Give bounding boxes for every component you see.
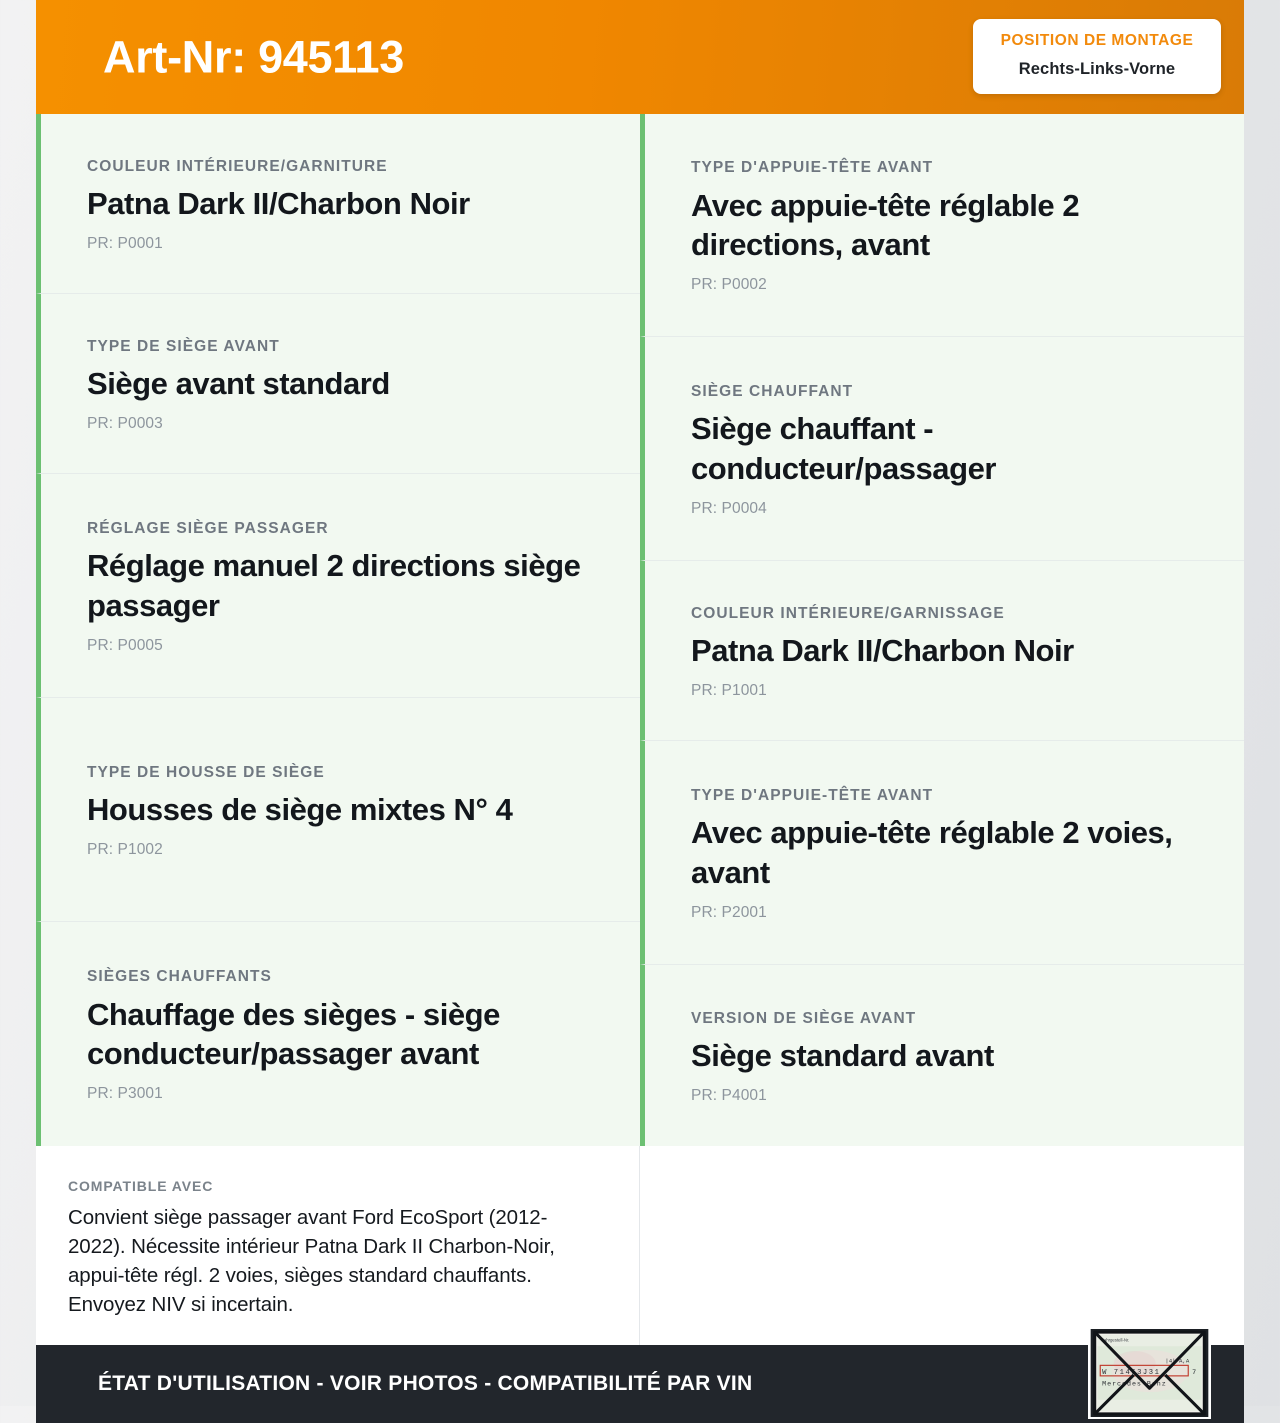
spec-pr-code: PR: P0005 (87, 636, 163, 654)
spec-value: Chauffage des sièges - siège conducteur/passager avant (87, 996, 500, 1072)
compatibility-filler (640, 1146, 1244, 1345)
compatibility-label: COMPATIBLE AVEC (68, 1178, 214, 1194)
spec-label: TYPE DE SIÈGE AVANT (87, 337, 280, 355)
spec-card (640, 561, 1244, 741)
article-header (36, 0, 1244, 114)
spec-grid (36, 114, 1244, 1146)
spec-column-right (640, 114, 1244, 1146)
spec-card (36, 294, 640, 474)
compatibility-card (36, 1146, 640, 1345)
spec-value: Housses de siège mixtes N° 4 (87, 792, 513, 828)
spec-card (36, 922, 640, 1146)
spec-label: TYPE D'APPUIE-TÊTE AVANT (691, 159, 934, 177)
spec-value: Siège standard avant (691, 1038, 994, 1074)
spec-label: COULEUR INTÉRIEURE/GARNITURE (87, 157, 388, 175)
spec-card (36, 698, 640, 922)
spec-pr-code: PR: P0004 (691, 499, 767, 517)
article-sheet (36, 0, 1244, 1406)
spec-value: Siège avant standard (87, 366, 390, 402)
svg-text:Fahrgestell-Nr.: Fahrgestell-Nr. (1101, 1337, 1130, 1343)
compatibility-grid (36, 1146, 1244, 1345)
spec-label: VERSION DE SIÈGE AVANT (691, 1009, 917, 1027)
spec-card (640, 337, 1244, 561)
footer-bar (36, 1337, 1244, 1423)
spec-card (36, 114, 640, 294)
svg-text:Mercedes-Benz: Mercedes-Benz (1102, 1380, 1167, 1389)
spec-value: Avec appuie-tête réglable 2 voies, avant (691, 815, 1173, 890)
spec-pr-code: PR: P4001 (691, 1086, 767, 1104)
spec-value: Avec appuie-tête réglable 2 directions, avant (691, 187, 1080, 263)
spec-label: COULEUR INTÉRIEURE/GARNISSAGE (691, 604, 1005, 622)
mounting-position-value: Rechts-Links-Vorne (1018, 59, 1176, 78)
svg-text:7: 7 (1192, 1369, 1197, 1378)
svg-text:|4| A,A: |4| A,A (1165, 1357, 1190, 1365)
spec-pr-code: PR: P3001 (87, 1085, 163, 1103)
svg-text:W 71463J31: W 71463J31 (1102, 1369, 1161, 1378)
spec-value: Siège chauffant - conducteur/passager (691, 411, 996, 486)
mounting-position-label: POSITION DE MONTAGE (1000, 32, 1194, 49)
compatibility-text: Convient siège passager avant Ford EcoSport (2012-2022). Nécessite intérieur Patna Dark II Charbon-Noir, appui-tête régl. 2 voies, sièges standard chauffants. Envoyez NIV si incertain. (68, 1206, 555, 1317)
spec-pr-code: PR: P1002 (87, 840, 163, 858)
spec-label: SIÈGE CHAUFFANT (691, 382, 854, 400)
spec-label: SIÈGES CHAUFFANTS (87, 968, 272, 986)
spec-pr-code: PR: P2001 (691, 903, 767, 921)
mounting-position-badge (973, 19, 1221, 94)
spec-value: Patna Dark II/Charbon Noir (87, 186, 470, 222)
spec-value: Réglage manuel 2 directions siège passager (87, 548, 581, 623)
spec-card (640, 114, 1244, 337)
spec-card (640, 965, 1244, 1146)
page-title: Art-Nr: 945113 (103, 31, 404, 83)
spec-label: TYPE DE HOUSSE DE SIÈGE (87, 763, 325, 781)
footer-notice: ÉTAT D'UTILISATION - VOIR PHOTOS - COMPATIBILITÉ PAR VIN (98, 1372, 753, 1396)
spec-pr-code: PR: P0002 (691, 276, 767, 294)
spec-card (640, 741, 1244, 965)
spec-card (36, 474, 640, 698)
spec-label: RÉGLAGE SIÈGE PASSAGER (87, 519, 329, 537)
spec-pr-code: PR: P0003 (87, 414, 163, 432)
spec-pr-code: PR: P0001 (87, 234, 163, 252)
spec-label: TYPE D'APPUIE-TÊTE AVANT (691, 786, 934, 804)
spec-value: Patna Dark II/Charbon Noir (691, 633, 1074, 669)
spec-pr-code: PR: P1001 (691, 681, 767, 699)
spec-column-left (36, 114, 640, 1146)
